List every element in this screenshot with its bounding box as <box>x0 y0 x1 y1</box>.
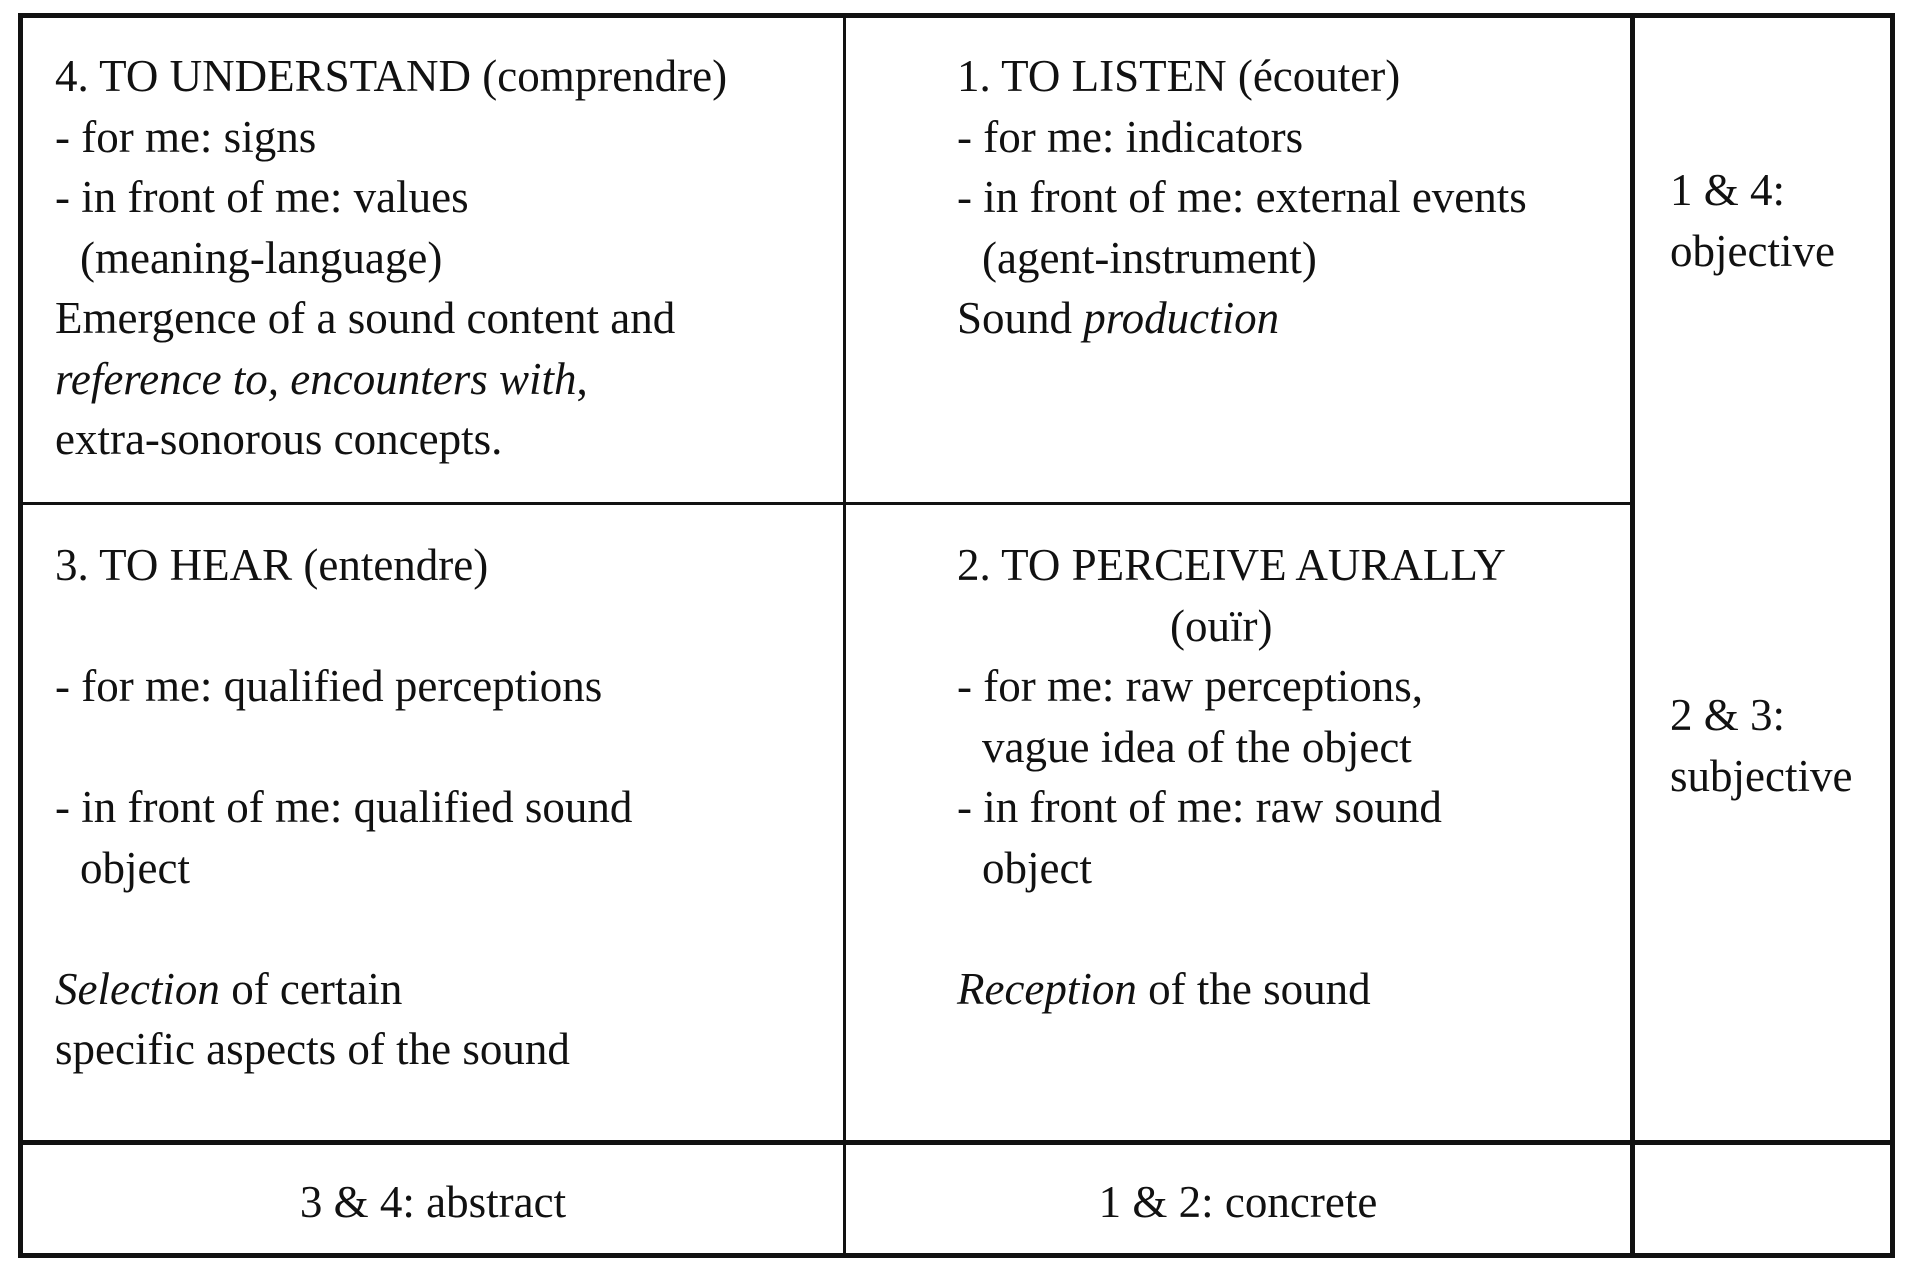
side-subjective-line2: subjective <box>1670 750 1853 801</box>
understand-for-me: - for me: signs <box>55 111 317 162</box>
side-subjective-line1: 2 & 3: <box>1670 690 1786 740</box>
perceive-desc-tail: of the sound <box>1136 963 1371 1014</box>
hear-desc-italic: Selection <box>55 963 220 1014</box>
perceive-in-front-cont: object <box>982 842 1092 893</box>
hear-desc-line1 <box>55 959 632 1020</box>
cell-understand <box>55 46 727 470</box>
understand-desc-italic: reference to, encounters with <box>55 353 577 404</box>
cell-perceive <box>957 535 1506 1019</box>
understand-heading: 4. TO UNDERSTAND (comprendre) <box>55 51 728 101</box>
divider-row-top <box>18 502 1632 505</box>
hear-in-front: - in front of me: qualified sound <box>55 782 633 832</box>
bottom-concrete: 1 & 2: concrete <box>1098 1177 1378 1227</box>
understand-desc-line1: Emergence of a sound content and <box>55 293 676 343</box>
cell-listen <box>957 46 1527 349</box>
listen-desc-plain: Sound <box>957 293 1084 343</box>
perceive-for-me: - for me: raw perceptions, <box>957 661 1424 711</box>
listen-heading: 1. TO LISTEN (écouter) <box>957 51 1401 101</box>
understand-desc-line3: extra-sonorous concepts. <box>55 414 503 464</box>
understand-in-front: - in front of me: values <box>55 172 469 222</box>
hear-heading: 3. TO HEAR (entendre) <box>55 540 489 590</box>
perceive-desc <box>957 959 1506 1020</box>
listen-desc <box>957 288 1527 349</box>
bottom-concrete-cell <box>846 1172 1630 1233</box>
cell-hear <box>55 535 632 1080</box>
listen-in-front: - in front of me: external events <box>957 172 1527 222</box>
listen-for-me: - for me: indicators <box>957 111 1304 162</box>
perceive-desc-italic: Reception <box>957 963 1137 1014</box>
hear-for-me: - for me: qualified perceptions <box>55 661 603 711</box>
understand-desc-line2 <box>55 349 727 410</box>
perceive-heading-cont: (ouïr) <box>1170 600 1273 651</box>
bottom-abstract: 3 & 4: abstract <box>299 1177 567 1227</box>
perceive-in-front: - in front of me: raw sound <box>957 782 1442 832</box>
bottom-abstract-cell <box>23 1172 843 1233</box>
divider-left-middle <box>843 13 846 1258</box>
perceive-heading: 2. TO PERCEIVE AURALLY <box>957 540 1506 590</box>
hear-desc-tail: of certain <box>219 963 403 1014</box>
side-objective <box>1670 160 1835 281</box>
hear-in-front-cont: object <box>80 842 190 893</box>
side-subjective <box>1670 685 1852 806</box>
understand-desc-comma: , <box>576 353 588 404</box>
divider-middle-side <box>1630 13 1635 1258</box>
perceive-for-me-cont: vague idea of the object <box>982 721 1412 772</box>
side-objective-line2: objective <box>1670 225 1835 276</box>
listen-in-front-cont: (agent-instrument) <box>982 232 1317 283</box>
side-objective-line1: 1 & 4: <box>1670 165 1786 215</box>
hear-desc-line2: specific aspects of the sound <box>55 1024 570 1074</box>
listen-desc-italic: production <box>1083 293 1280 343</box>
divider-row-bottom <box>18 1140 1895 1145</box>
understand-in-front-cont: (meaning-language) <box>80 232 443 283</box>
